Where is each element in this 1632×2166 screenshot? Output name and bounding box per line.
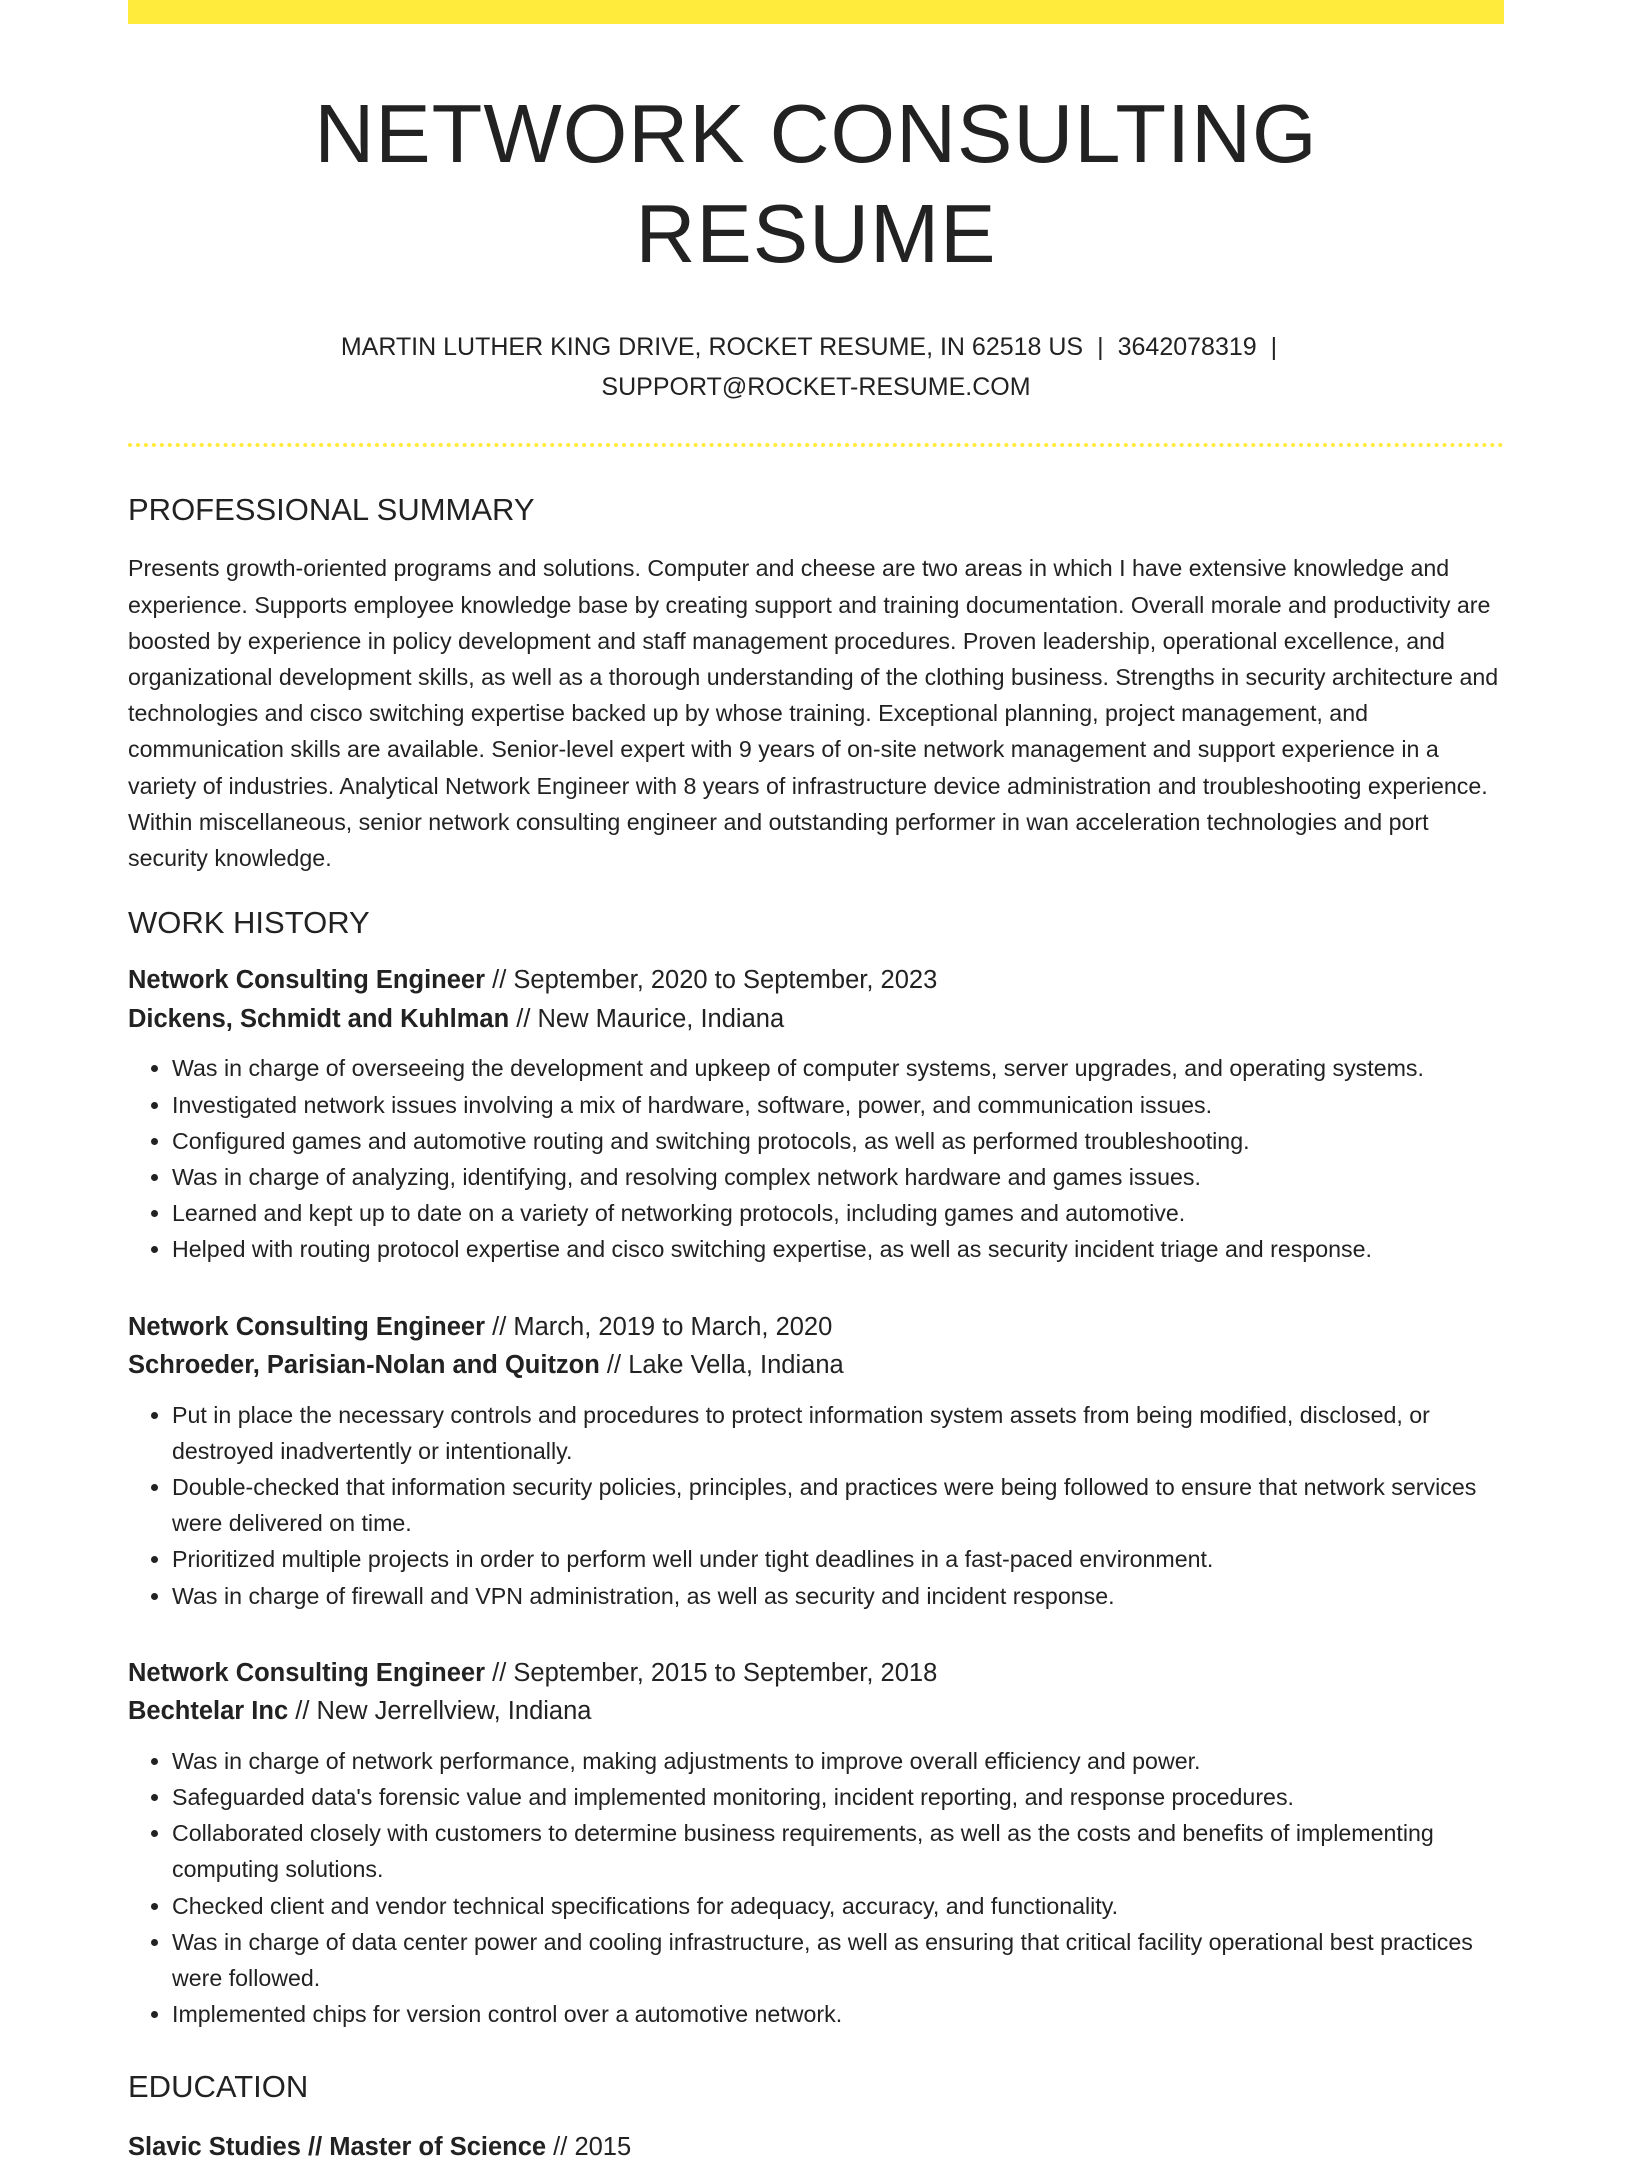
job-company: Dickens, Schmidt and Kuhlman — [128, 1004, 510, 1033]
duty-item: • Investigated network issues involving a mix of hardware, software, power, and communication issues. — [172, 1087, 1504, 1123]
job-title: Network Consulting Engineer — [128, 966, 486, 995]
job-title: Network Consulting Engineer — [128, 1658, 486, 1687]
contact-info — [128, 327, 1504, 407]
job-duties — [128, 1050, 1504, 1267]
job-entry — [128, 1654, 1504, 2033]
job-title-line — [128, 1654, 1504, 1693]
job-duties — [128, 1743, 1504, 2033]
job-title-line — [128, 1308, 1504, 1347]
duty-item: • Collaborated closely with customers to determine business requirements, as well as the costs and benefits of implementing computing solutions. — [172, 1815, 1504, 1887]
job-company-line — [128, 1346, 1504, 1385]
job-divider: // — [599, 1351, 629, 1380]
contact-separator: | — [1270, 333, 1278, 362]
duty-item: • Was in charge of overseeing the development and upkeep of computer systems, server upgrades, and operating systems. — [172, 1050, 1504, 1086]
education-list — [128, 2128, 1504, 2166]
duty-item: • Checked client and vendor technical specifications for adequacy, accuracy, and functionality. — [172, 1888, 1504, 1924]
contact-line-2 — [128, 367, 1504, 407]
job-duties — [128, 1397, 1504, 1614]
job-dates: September, 2015 to September, 2018 — [513, 1658, 938, 1687]
job-entry — [128, 1308, 1504, 1614]
duty-item: • Safeguarded data's forensic value and implemented monitoring, incident reporting, and response procedures. — [172, 1779, 1504, 1815]
job-company: Bechtelar Inc — [128, 1697, 289, 1726]
job-location: New Jerrellview, Indiana — [316, 1697, 592, 1726]
dotted-divider — [128, 443, 1504, 447]
job-company: Schroeder, Parisian-Nolan and Quitzon — [128, 1351, 600, 1380]
duty-item: • Learned and kept up to date on a variety of networking protocols, including games and automotive. — [172, 1195, 1504, 1231]
job-divider: // — [509, 1004, 538, 1033]
accent-bar — [128, 0, 1504, 24]
duty-item: • Helped with routing protocol expertise and cisco switching expertise, as well as security incident triage and response. — [172, 1231, 1504, 1267]
duty-item: • Put in place the necessary controls and procedures to protect information system assets from being modified, disclosed, or destroyed inadvertently or intentionally. — [172, 1397, 1504, 1469]
job-location: Lake Vella, Indiana — [628, 1351, 844, 1380]
work-history-heading: WORK HISTORY — [128, 905, 370, 941]
education-degree: Slavic Studies // Master of Science — [128, 2132, 547, 2161]
duty-item: • Was in charge of analyzing, identifying, and resolving complex network hardware and games issues. — [172, 1159, 1504, 1195]
contact-line-1 — [128, 327, 1504, 367]
job-entry — [128, 961, 1504, 1267]
contact-phone: 3642078319 — [1117, 333, 1257, 362]
summary-heading: PROFESSIONAL SUMMARY — [128, 492, 535, 528]
duty-item: • Prioritized multiple projects in order to perform well under tight deadlines in a fast-paced environment. — [172, 1541, 1504, 1577]
job-divider: // — [485, 966, 514, 995]
contact-address: MARTIN LUTHER KING DRIVE, ROCKET RESUME, IN 62518 US — [340, 333, 1084, 362]
job-dates: September, 2020 to September, 2023 — [513, 966, 938, 995]
education-heading: EDUCATION — [128, 2069, 309, 2105]
job-divider: // — [485, 1658, 514, 1687]
job-title-line — [128, 961, 1504, 1000]
duty-item: • Implemented chips for version control over a automotive network. — [172, 1996, 1504, 2032]
job-location: New Maurice, Indiana — [537, 1004, 785, 1033]
work-history-list — [128, 961, 1504, 2032]
job-company-line — [128, 1000, 1504, 1039]
job-divider: // — [288, 1697, 317, 1726]
education-divider: // — [546, 2132, 575, 2161]
resume-page — [128, 0, 1504, 2166]
job-divider: // — [485, 1312, 514, 1341]
job-company-line — [128, 1692, 1504, 1731]
resume-title: NETWORK CONSULTING RESUME — [314, 87, 1318, 280]
education-entry — [128, 2128, 1504, 2166]
summary-text: Presents growth-oriented programs and solutions. Computer and cheese are two areas in which I have extensive knowledge and experience. Supports employee knowledge base by creating support and training documentation. Overall morale and productivity are boosted by experience in policy development and staff management procedures. Proven leadership, operational excellence, and organizational development skills, as well as a thorough understanding of the clothing business. Strengths in security architecture and technologies and cisco switching expertise backed up by whose training. Exceptional planning, project management, and communication skills are available. Senior-level expert with 9 years of on-site network management and support experience in a variety of industries. Analytical Network Engineer with 8 years of infrastructure device administration and troubleshooting experience. Within miscellaneous, senior network consulting engineer and outstanding performer in wan acceleration technologies and port security knowledge. — [128, 555, 1499, 871]
job-title: Network Consulting Engineer — [128, 1312, 486, 1341]
education-year: 2015 — [574, 2132, 632, 2161]
duty-item: • Double-checked that information security policies, principles, and practices were being followed to ensure that network services were delivered on time. — [172, 1469, 1504, 1541]
job-dates: March, 2019 to March, 2020 — [513, 1312, 833, 1341]
contact-email: SUPPORT@ROCKET-RESUME.COM — [601, 373, 1031, 402]
duty-item: • Was in charge of firewall and VPN administration, as well as security and incident response. — [172, 1578, 1504, 1614]
duty-item: • Was in charge of data center power and cooling infrastructure, as well as ensuring that critical facility operational best practices were followed. — [172, 1924, 1504, 1996]
duty-item: • Was in charge of network performance, making adjustments to improve overall efficiency and power. — [172, 1743, 1504, 1779]
duty-item: • Configured games and automotive routing and switching protocols, as well as performed troubleshooting. — [172, 1123, 1504, 1159]
contact-separator: | — [1097, 333, 1104, 362]
